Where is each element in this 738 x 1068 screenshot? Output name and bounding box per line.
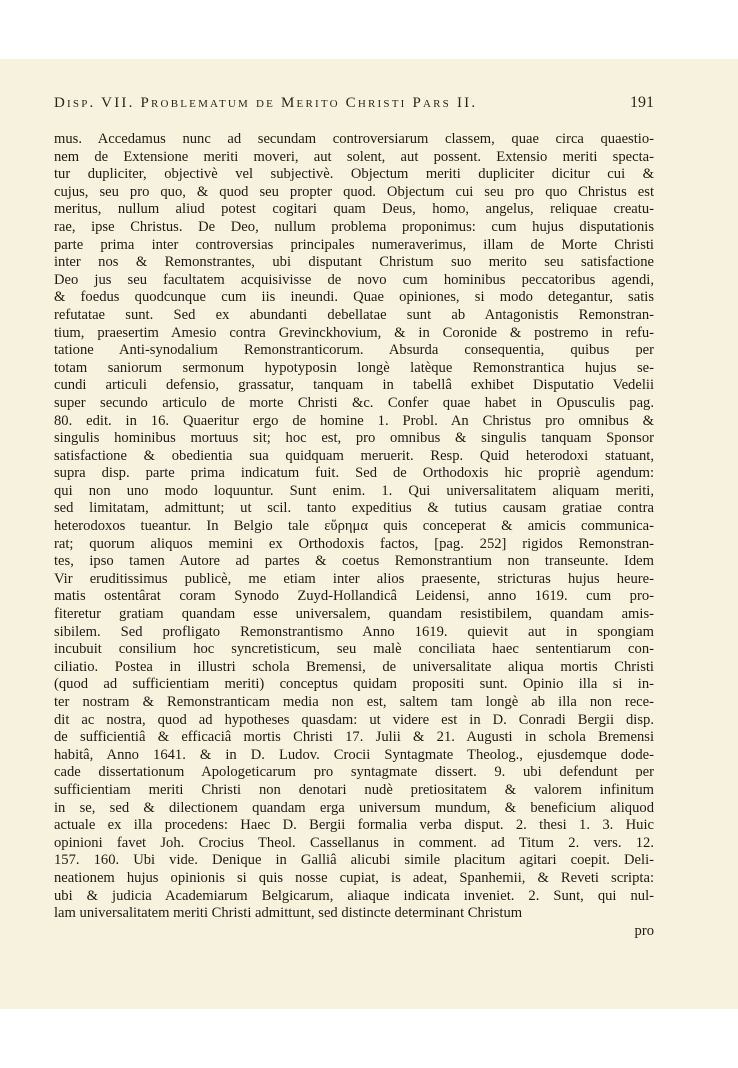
text-line: singulis hominibus mortuus sit; hoc est, pro omnibus & singulis tanquam Sponsor [54,430,654,447]
text-line: matis ostentârat coram Synodo Zuyd-Hollandicâ Leidensi, anno 1619. cum pro- [54,588,654,605]
text-line: nem de Extensione meriti moveri, aut solent, aut possent. Extensio meriti specta- [54,148,654,165]
text-line: habitâ, Anno 1641. & in D. Ludov. Crocii Syntagmate Theolog., ejusdemque dode- [54,746,654,763]
text-line: ubi & judicia Academiarum Belgicarum, aliaque indicata inveniet. 2. Sunt, qui nul- [54,887,654,904]
text-line: parte prima inter controversias principales numeraverimus, illam de Morte Christi [54,236,654,253]
text-line: fiteretur gratiam quandam esse universalem, quandam resistibilem, quandam amis- [54,606,654,623]
text-line: Vir eruditissimus publicè, me etiam inter alios praesente, stricturas hujus heure- [54,570,654,587]
text-line: supra disp. parte prima indicatum fuit. Sed de Orthodoxis hic propriè agendum: [54,465,654,482]
text-line: ciliatio. Postea in illustri schola Bremensi, de universalitate aliqua mortis Christi [54,658,654,675]
text-line: in se, sed & dilectionem quandam erga universum mundum, & beneficium aliquod [54,799,654,816]
text-line: Deo jus seu facultatem acquisivisse de novo cum hominibus peccatoribus agendi, [54,271,654,288]
text-line: sufficientiam meriti Christi non denotari nudè pretiositatem & valorem infinitum [54,781,654,798]
text-line: meritus, nullum aliud potest cogitari quam Deus, homo, angelus, reliquae creatu- [54,201,654,218]
text-line: opinioni favet Joh. Crocius Theol. Cassellanus in comment. ad Titum 2. vers. 12. [54,834,654,851]
text-line: 157. 160. Ubi vide. Denique in Galliâ alicubi simile placitum agitari coepit. Deli- [54,852,654,869]
text-line: 80. edit. in 16. Quaeritur ergo de homine 1. Probl. An Christus pro omnibus & [54,412,654,429]
page-header [54,94,654,112]
text-line: inter nos & Remonstrantes, ubi disputant Christum suo merito seu satisfactione [54,254,654,271]
text-line: rat; quorum aliquos memini ex Orthodoxis factos, [pag. 252] rigidos Remonstran- [54,535,654,552]
text-line: pro [634,922,654,939]
text-line: lam universalitatem meriti Christi admittunt, sed distincte determinant Christum [54,905,523,922]
text-line: sibilem. Sed profligato Remonstrantismo Anno 1619. quievit aut in spongiam [54,623,654,640]
text-line: tur dupliciter, objectivè vel subjectivè. Objectum meriti dupliciter dicitur cui & [54,166,654,183]
text-line: incubuit consilium hoc syncretisticum, seu malè conciliata haec sententiarum con- [54,641,654,658]
text-line: & foedus quodcunque cum iis ineundi. Quae opiniones, si modo detegantur, satis [54,289,654,306]
text-line: cundi articuli defensio, grassatur, tanquam in tabellâ exhibet Disputatio Vedelii [54,377,654,394]
text-line: super secundo articulo de morte Christi &c. Confer quae habet in Opusculis pag. [54,394,654,411]
body-text [54,131,654,940]
text-line: rae, ipse Christus. De Deo, nullum problema proponimus: cum hujus disputationis [54,218,654,235]
text-line: (quod ad sufficientiam meriti) conceptus quidam propositi sunt. Opinio illa si in- [54,676,654,693]
text-line: sed limitatam, admittunt; ut scil. tanto expeditius & tutius causam gratiae contra [54,500,654,517]
text-line: dit ac nostra, quod ad hypotheses quasdam: ut videre est in D. Conradi Bergii disp. [54,711,654,728]
text-line: actuale ex illa procedens: Haec D. Bergii formalia verba disput. 2. thesi 1. 3. Huic [54,817,654,834]
text-line: cujus, seu pro quo, & quod seu propter quod. Objectum cui seu pro quo Christus est [54,183,654,200]
running-head: Disp. VII. Problematum de Merito Christi Pars II. [54,95,478,111]
text-line: neationem hujus opinionis si quis nosse cupiat, is adeat, Spanhemii, & Reveti scripta: [54,869,654,886]
text-line: totam saniorum sermonum hypotyposin longè latèque Remonstrantica hujus se- [54,359,654,376]
text-line: tatione Anti-synodalium Remonstranticorum. Absurda consequentia, quibus per [54,342,654,359]
text-line: tes, ipso tamen Autore ad partes & coetus Remonstrantium non transeunte. Idem [54,553,654,570]
text-line: refutatae sunt. Sed ex abundanti debellatae sunt ab Antagonistis Remonstran- [54,306,654,323]
text-line: ter nostram & Remonstranticam media non est, saltem tam longè ab illa non rece- [54,694,654,710]
book-page [0,59,738,1009]
text-line: mus. Accedamus nunc ad secundam controversiarum classem, quae circa quaestio- [54,131,654,147]
text-line: heterodoxos tueantur. In Belgio tale εὕρημα quis conceperat & amicis communica- [54,518,654,535]
text-line: qui non uno modo loquuntur. Sunt enim. 1. Qui universalitatem aliquam meriti, [54,482,654,499]
text-line: tium, praesertim Amesio contra Grevinckhovium, & in Coronide & postremo in refu- [54,324,654,341]
text-line: cade dissertationum Apologeticarum pro syntagmate dissert. 9. ubi defendunt per [54,764,654,781]
text-line: de sufficientiâ & efficaciâ mortis Christi 17. Julii & 21. Augusti in schola Bremensi [54,729,654,746]
text-line: satisfactione & obedientia sua quidquam meruerit. Resp. Quid heterodoxi statuant, [54,447,654,464]
page-number: 191 [630,94,654,111]
